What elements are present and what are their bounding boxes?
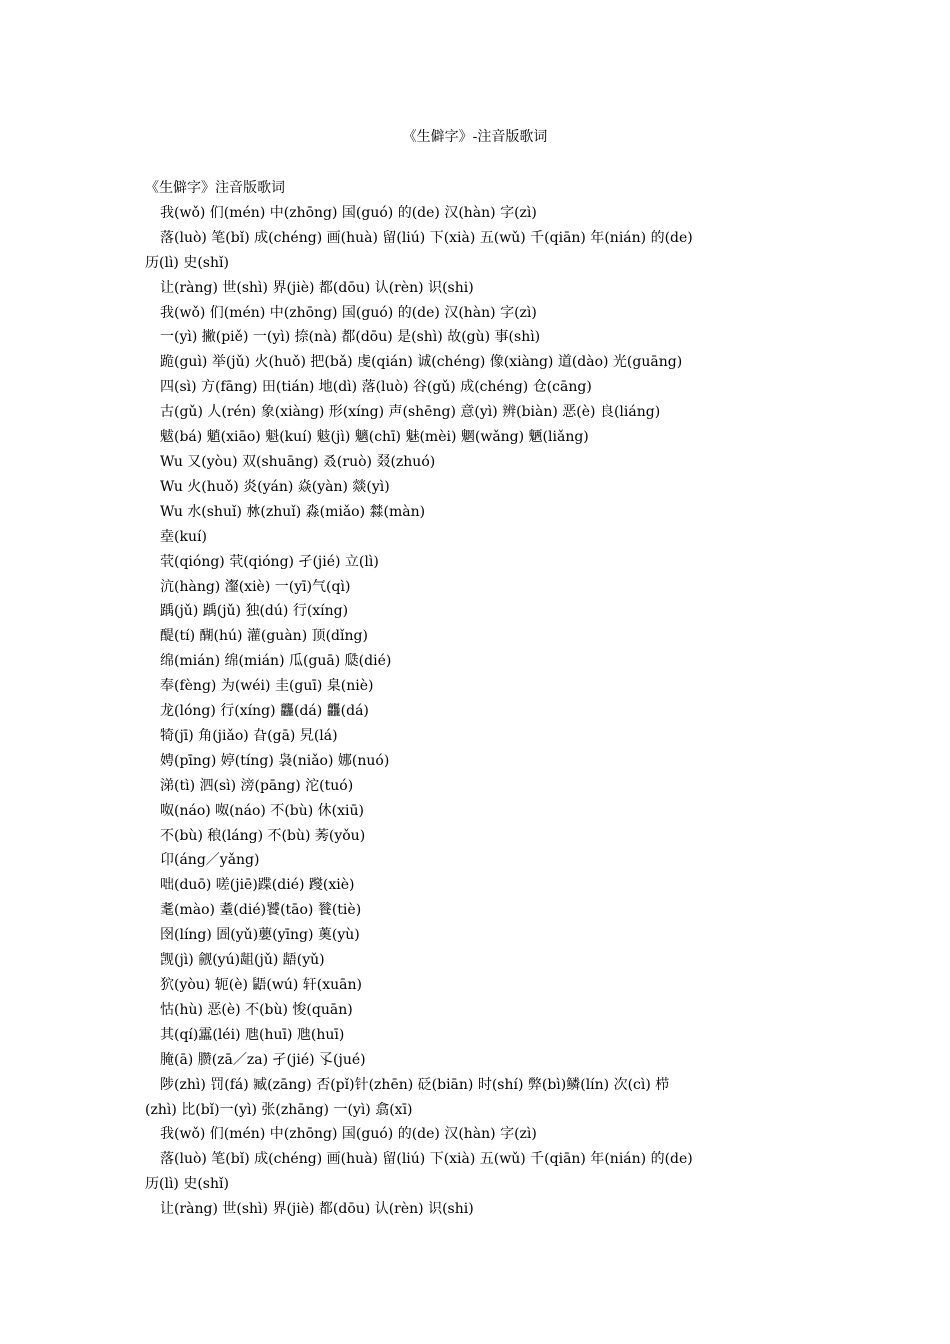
lyric-line: 㙓(kuí) [160, 528, 207, 545]
lyric-line: 沆(hàng) 瀣(xiè) 一(yī)气(qì) [160, 578, 351, 595]
lyric-line: 古(gǔ) 人(rén) 象(xiàng) 形(xíng) 声(shēng) 意(yì) 辨(biàn) 恶(è) 良(liáng) [160, 404, 661, 421]
lyric-line: 踽(jǔ) 踽(jǔ) 独(dú) 行(xíng) [160, 603, 349, 620]
lyric-line: 怙(hù) 恶(è) 不(bù) 悛(quān) [160, 1001, 353, 1018]
lyric-line: 囹(líng) 圄(yǔ)蘡(yīng) 薁(yù) [160, 927, 360, 944]
lyric-line: 涕(tì) 泗(sì) 滂(pāng) 沱(tuó) [160, 777, 354, 794]
lyric-line: 呶(náo) 呶(náo) 不(bù) 休(xiū) [160, 802, 364, 819]
lyric-line: 茕(qióng) 茕(qióng) 孑(jié) 立(lì) [160, 553, 379, 570]
lyric-line: 我(wǒ) 们(mén) 中(zhōng) 国(guó) 的(de) 汉(hàn) 字(zì) [160, 304, 537, 321]
lyric-line: 让(ràng) 世(shì) 界(jiè) 都(dōu) 认(rèn) 识(shi) [160, 1201, 474, 1218]
lyric-line: 魃(bá) 魈(xiāo) 魁(kuí) 鬾(jì) 魑(chī) 魅(mèi) 魍(wǎng) 魉(liǎng) [160, 429, 589, 446]
lyric-line: 咄(duō) 嗟(jiē)蹀(dié) 躞(xiè) [160, 877, 355, 894]
lyric-line: Wu 火(huǒ) 炎(yán) 焱(yàn) 燚(yì) [160, 478, 390, 495]
lyric-line-continuation: (zhì) 比(bǐ)一(yì) 张(zhāng) 一(yì) 翕(xī) [145, 1101, 413, 1118]
lyric-line-continuation: 历(lì) 史(shǐ) [145, 1176, 229, 1193]
lyric-line: 狖(yòu) 轭(è) 鼯(wú) 轩(xuān) [160, 977, 362, 993]
lyric-line: 绵(mián) 绵(mián) 瓜(guā) 瓞(dié) [160, 653, 392, 670]
lyric-line: 其(qí)靁(léi) 虺(huī) 虺(huī) [160, 1026, 345, 1043]
lyric-line: 奉(fèng) 为(wéi) 圭(guī) 臬(niè) [160, 678, 374, 695]
lyric-line: 让(ràng) 世(shì) 界(jiè) 都(dōu) 认(rèn) 识(shi) [160, 279, 474, 296]
lyric-line: 落(luò) 笔(bǐ) 成(chéng) 画(huà) 留(liú) 下(xià) 五(wǔ) 千(qiān) 年(nián) 的(de) [160, 1151, 693, 1168]
lyric-line: 犄(jī) 角(jiǎo) 旮(gā) 旯(lá) [160, 727, 338, 744]
lyric-line: 我(wǒ) 们(mén) 中(zhōng) 国(guó) 的(de) 汉(hàn) 字(zì) [160, 204, 537, 221]
document-title: 《生僻字》-注音版歌词 [402, 129, 548, 145]
lyric-line: 落(luò) 笔(bǐ) 成(chéng) 画(huà) 留(liú) 下(xià) 五(wǔ) 千(qiān) 年(nián) 的(de) [160, 229, 693, 246]
lyrics-heading: 《生僻字》注音版歌词 [145, 180, 285, 196]
lyric-line: 龙(lóng) 行(xíng) 龘(dá) 龘(dá) [160, 703, 369, 720]
lyric-line: 耄(mào) 耋(dié)饕(tāo) 餮(tiè) [160, 902, 362, 919]
lyric-line: 腌(ā) 臜(zā／za) 孑(jié) 孓(jué) [160, 1051, 366, 1068]
lyric-line: 我(wǒ) 们(mén) 中(zhōng) 国(guó) 的(de) 汉(hàn) 字(zì) [160, 1126, 537, 1143]
lyric-line-continuation: 历(lì) 史(shǐ) [145, 254, 229, 271]
lyric-line: 四(sì) 方(fāng) 田(tián) 地(dì) 落(luò) 谷(gǔ) 成(chéng) 仓(cāng) [160, 379, 592, 396]
lyric-line: 觊(jì) 觎(yú)龃(jǔ) 龉(yǔ) [160, 952, 325, 969]
lyric-line: Wu 水(shuǐ) 沝(zhuǐ) 淼(miǎo) 㵘(màn) [160, 503, 426, 520]
lyrics-body [145, 176, 805, 1222]
lyric-line: 娉(pīng) 婷(tíng) 袅(niǎo) 娜(nuó) [160, 752, 390, 769]
lyric-line: 卬(áng／yǎng) [160, 852, 260, 869]
lyric-line: 陟(zhì) 罚(fá) 臧(zāng) 否(pǐ)针(zhēn) 砭(biān) 时(shí) 弊(bì)鳞(lín) 次(cì) 栉 [160, 1076, 670, 1093]
lyric-line: 不(bù) 稂(láng) 不(bù) 莠(yǒu) [160, 827, 366, 844]
lyric-line: 跪(guì) 举(jǔ) 火(huǒ) 把(bǎ) 虔(qián) 诚(chéng) 像(xiàng) 道(dào) 光(guāng) [160, 354, 683, 371]
lyric-line: 一(yì) 撇(piě) 一(yì) 捺(nà) 都(dōu) 是(shì) 故(gù) 事(shì) [160, 329, 541, 346]
lyric-line: Wu 又(yòu) 双(shuāng) 叒(ruò) 叕(zhuó) [160, 453, 436, 470]
lyric-line: 醍(tí) 醐(hú) 灌(guàn) 顶(dǐng) [160, 628, 368, 645]
